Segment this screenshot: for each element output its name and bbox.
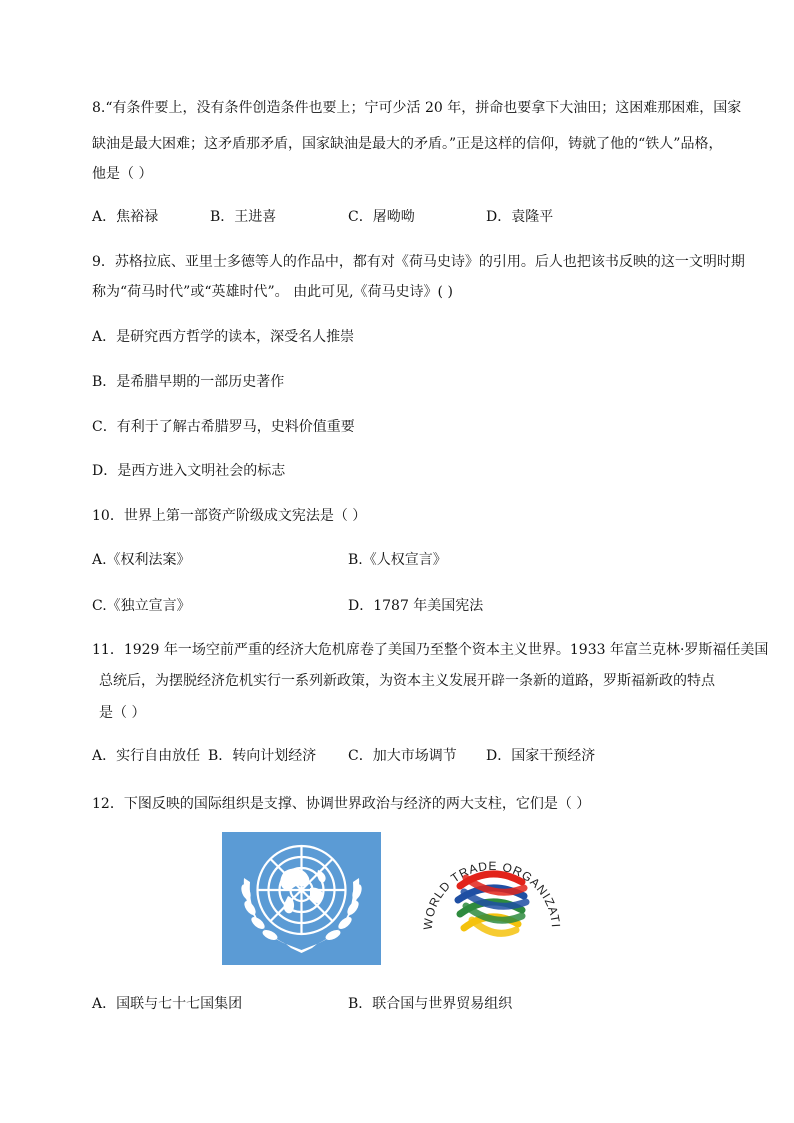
q8-option-b: B．王进喜 <box>210 209 277 225</box>
wto-logo-text: WORLD TRADE ORGANIZATI <box>420 858 563 931</box>
q10-option-b: B.《人权宣言》 <box>348 552 447 568</box>
q12-option-a: A．国联与七十七国集团 <box>92 996 243 1012</box>
q11-stem-line-1: 11．1929 年一场空前严重的经济大危机席卷了美国乃至整个资本主义世界。1933 年富兰克林·罗斯福任美国 <box>92 642 769 658</box>
q10-stem: 10．世界上第一部资产阶级成文宪法是（ ） <box>92 508 367 524</box>
q11-option-b: B．转向计划经济 <box>208 748 317 764</box>
q9-option-c: C．有利于了解古希腊罗马，史料价值重要 <box>92 419 355 435</box>
q9-stem-line-1: 9．苏格拉底、亚里士多德等人的作品中，都有对《荷马史诗》的引用。后人也把该书反映的这一文明时期 <box>92 254 745 270</box>
q11-stem-line-2: 总统后，为摆脱经济危机实行一系列新政策，为资本主义发展开辟一条新的道路，罗斯福新政的特点 <box>99 673 715 689</box>
q10-option-d: D．1787 年美国宪法 <box>348 598 484 614</box>
q9-option-b: B．是希腊早期的一部历史著作 <box>92 374 285 390</box>
q12-option-b: B．联合国与世界贸易组织 <box>348 996 513 1012</box>
q8-option-a: A．焦裕禄 <box>92 209 159 225</box>
q11-option-a: A．实行自由放任 <box>92 748 201 764</box>
q8-option-d: D．袁隆平 <box>486 209 554 225</box>
q10-option-a: A.《权利法案》 <box>92 552 191 568</box>
un-emblem-image <box>222 832 381 965</box>
q10-option-c: C.《独立宣言》 <box>92 598 191 614</box>
q9-option-d: D．是西方进入文明社会的标志 <box>92 463 286 479</box>
q8-stem-line-1: 8.“有条件要上，没有条件创造条件也要上；宁可少活 20 年，拼命也要拿下大油田；这困难那困难，国家 <box>92 100 742 116</box>
q8-stem-line-3: 他是（ ） <box>92 166 153 182</box>
q11-option-c: C．加大市场调节 <box>348 748 457 764</box>
q9-option-a: A．是研究西方哲学的读本，深受名人推崇 <box>92 329 355 345</box>
q8-option-c: C．屠呦呦 <box>348 209 415 225</box>
q12-stem: 12．下图反映的国际组织是支撑、协调世界政治与经济的两大支柱，它们是（ ） <box>92 796 591 812</box>
q11-stem-line-3: 是（ ） <box>99 705 146 721</box>
q11-option-d: D．国家干预经济 <box>486 748 596 764</box>
q8-stem-line-2: 缺油是最大困难；这矛盾那矛盾，国家缺油是最大的矛盾。”正是这样的信仰，铸就了他的“铁人”品格， <box>92 136 723 152</box>
q9-stem-line-2: 称为“荷马时代”或“英雄时代”。 由此可见,《荷马史诗》( ) <box>92 284 453 300</box>
wto-logo-image <box>418 830 563 970</box>
